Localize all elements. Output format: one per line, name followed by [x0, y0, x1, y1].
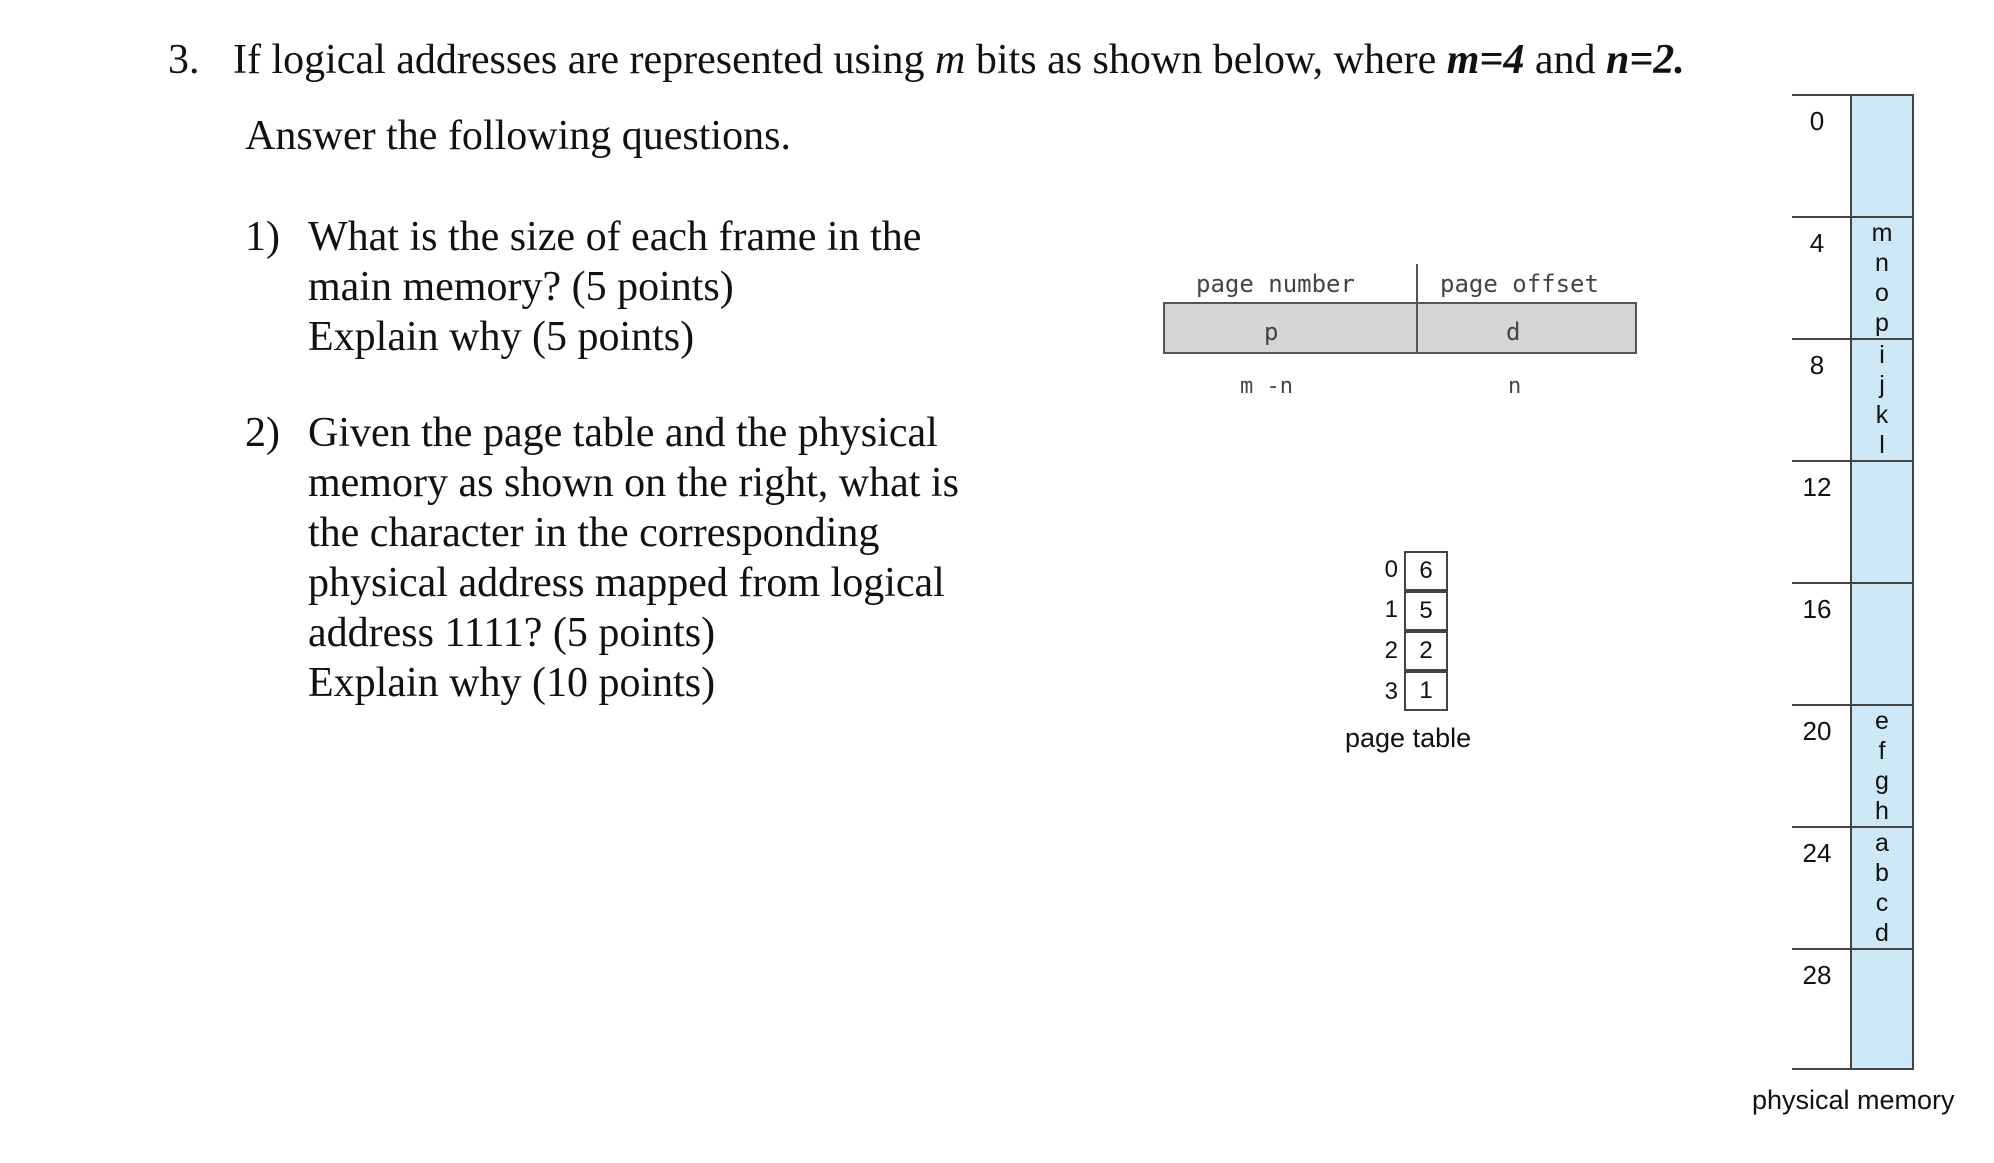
question-title [233, 36, 1685, 84]
title-n-value: n=2. [1606, 37, 1685, 83]
page-offset-bits: n [1508, 374, 1522, 399]
frame-boundary [1792, 582, 1914, 584]
memory-address: 4 [1809, 228, 1825, 258]
memory-char: i [1879, 341, 1885, 369]
question-number: 3. [168, 37, 200, 83]
question-subtitle: Answer the following questions. [245, 113, 791, 159]
page-table-label: page table [1345, 723, 1472, 753]
page-table-index: 1 [1384, 596, 1398, 623]
memory-address: 16 [1802, 594, 1832, 624]
item-line: Given the page table and the physical [308, 410, 938, 456]
memory-address: 24 [1802, 838, 1832, 868]
memory-address: 12 [1802, 472, 1832, 502]
memory-char: h [1875, 797, 1889, 825]
memory-address: 8 [1809, 350, 1825, 380]
item-line: memory as shown on the right, what is [308, 460, 959, 506]
frame-boundary [1792, 94, 1914, 96]
page-table-frame: 1 [1404, 671, 1448, 711]
page-number-label: page number [1196, 270, 1355, 298]
item-line: main memory? (5 points) [308, 264, 734, 310]
page-table-frame: 5 [1404, 591, 1448, 631]
page-table-frame: 6 [1404, 551, 1448, 591]
memory-address: 0 [1809, 106, 1825, 136]
page-table-index: 3 [1384, 678, 1398, 705]
page-offset-cell: d [1506, 318, 1521, 346]
memory-address: 20 [1802, 716, 1832, 746]
memory-char: k [1875, 401, 1889, 429]
page-number-cell: p [1264, 318, 1279, 346]
memory-char: a [1875, 829, 1889, 857]
page-table-frame: 2 [1404, 631, 1448, 671]
item-line: Explain why (5 points) [308, 314, 695, 360]
memory-char: j [1879, 371, 1885, 399]
item-line: the character in the corresponding [308, 510, 880, 556]
memory-char: o [1875, 279, 1889, 307]
physical-memory-label: physical memory [1752, 1085, 1955, 1115]
item-number: 2) [245, 410, 280, 456]
address-divider [1416, 264, 1418, 354]
memory-char: n [1875, 249, 1889, 277]
memory-char: m [1871, 219, 1893, 247]
frame-boundary [1792, 460, 1914, 462]
logical-address-box [1163, 302, 1637, 354]
page-number-bits: m -n [1240, 374, 1293, 399]
frame-boundary [1792, 948, 1914, 950]
item-line: Explain why (10 points) [308, 660, 716, 706]
item-line: physical address mapped from logical [308, 560, 945, 606]
item-text [308, 212, 1068, 362]
memory-char: f [1878, 737, 1886, 765]
memory-address: 28 [1802, 960, 1832, 990]
title-m-value: m=4 [1446, 37, 1525, 83]
memory-char: b [1875, 859, 1889, 887]
title-var-m: m [935, 37, 966, 83]
memory-char: g [1875, 767, 1889, 795]
item-line: address 1111? (5 points) [308, 610, 716, 656]
item-line: What is the size of each frame in the [308, 214, 922, 260]
memory-char: e [1875, 707, 1889, 735]
item-text [308, 408, 1068, 708]
memory-char: c [1875, 889, 1889, 917]
memory-char: d [1875, 919, 1889, 947]
page-table-index: 2 [1384, 637, 1398, 664]
memory-char: p [1875, 309, 1889, 337]
frame-boundary [1792, 1068, 1914, 1070]
item-number: 1) [245, 214, 280, 260]
title-and: and [1524, 37, 1607, 83]
memory-char: l [1879, 431, 1885, 459]
page-offset-label: page offset [1440, 270, 1599, 298]
title-pre: If logical addresses are represented using [233, 37, 936, 83]
page-table-index: 0 [1384, 556, 1398, 583]
title-mid: bits as shown below, where [965, 37, 1447, 83]
